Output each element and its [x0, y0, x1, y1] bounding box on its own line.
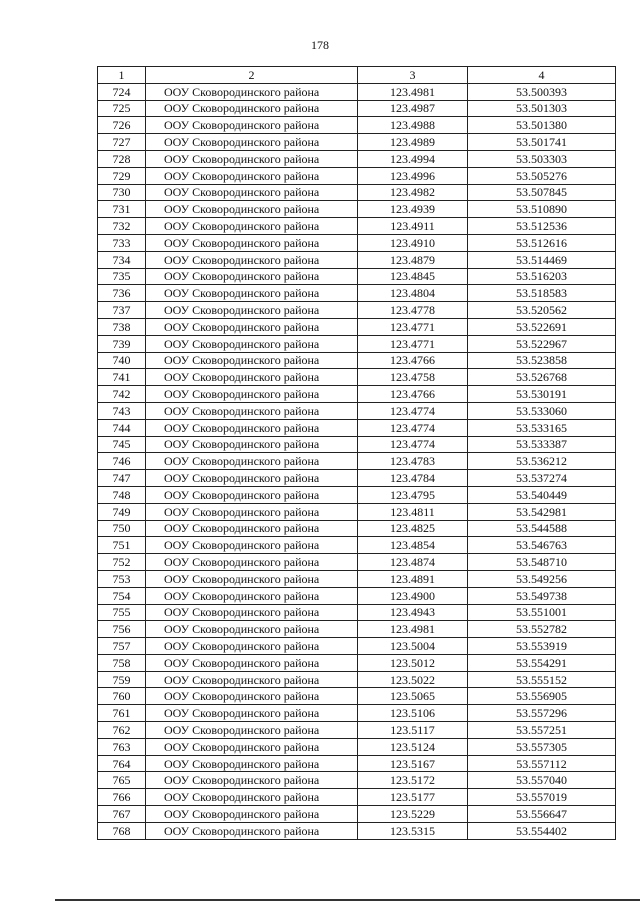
- cell-longitude: 123.4774: [358, 419, 468, 436]
- cell-name: ООУ Сковородинского района: [146, 369, 358, 386]
- cell-latitude: 53.556647: [468, 806, 616, 823]
- cell-name: ООУ Сковородинского района: [146, 621, 358, 638]
- cell-number: 756: [98, 621, 146, 638]
- cell-number: 730: [98, 184, 146, 201]
- cell-number: 758: [98, 654, 146, 671]
- table-row: [98, 100, 616, 117]
- cell-number: 761: [98, 705, 146, 722]
- cell-longitude: 123.4854: [358, 537, 468, 554]
- cell-name: ООУ Сковородинского района: [146, 722, 358, 739]
- cell-latitude: 53.503303: [468, 150, 616, 167]
- cell-longitude: 123.4774: [358, 402, 468, 419]
- cell-latitude: 53.500393: [468, 83, 616, 100]
- table-row: [98, 318, 616, 335]
- cell-longitude: 123.4874: [358, 554, 468, 571]
- cell-latitude: 53.522691: [468, 318, 616, 335]
- table-row: [98, 436, 616, 453]
- cell-latitude: 53.548710: [468, 554, 616, 571]
- table-row: [98, 722, 616, 739]
- cell-number: 741: [98, 369, 146, 386]
- cell-longitude: 123.4982: [358, 184, 468, 201]
- cell-longitude: 123.5117: [358, 722, 468, 739]
- table-row: [98, 201, 616, 218]
- cell-longitude: 123.4795: [358, 486, 468, 503]
- table-row: [98, 234, 616, 251]
- table-row: [98, 755, 616, 772]
- cell-name: ООУ Сковородинского района: [146, 705, 358, 722]
- cell-name: ООУ Сковородинского района: [146, 134, 358, 151]
- cell-name: ООУ Сковородинского района: [146, 554, 358, 571]
- cell-number: 755: [98, 604, 146, 621]
- table-row: [98, 352, 616, 369]
- cell-latitude: 53.520562: [468, 302, 616, 319]
- cell-latitude: 53.551001: [468, 604, 616, 621]
- table-row: [98, 453, 616, 470]
- cell-longitude: 123.4778: [358, 302, 468, 319]
- cell-longitude: 123.4766: [358, 386, 468, 403]
- cell-number: 732: [98, 218, 146, 235]
- cell-longitude: 123.5167: [358, 755, 468, 772]
- cell-latitude: 53.533387: [468, 436, 616, 453]
- cell-number: 749: [98, 503, 146, 520]
- cell-latitude: 53.501303: [468, 100, 616, 117]
- page-number: 178: [311, 38, 329, 52]
- cell-number: 745: [98, 436, 146, 453]
- cell-latitude: 53.542981: [468, 503, 616, 520]
- table-row: [98, 117, 616, 134]
- cell-name: ООУ Сковородинского района: [146, 335, 358, 352]
- cell-name: ООУ Сковородинского района: [146, 100, 358, 117]
- cell-longitude: 123.4758: [358, 369, 468, 386]
- cell-latitude: 53.501380: [468, 117, 616, 134]
- table-row: [98, 705, 616, 722]
- table-row: [98, 302, 616, 319]
- cell-latitude: 53.554402: [468, 822, 616, 839]
- cell-longitude: 123.4943: [358, 604, 468, 621]
- cell-latitude: 53.505276: [468, 167, 616, 184]
- cell-longitude: 123.4981: [358, 621, 468, 638]
- cell-number: 725: [98, 100, 146, 117]
- cell-longitude: 123.4911: [358, 218, 468, 235]
- table-row: [98, 503, 616, 520]
- cell-number: 750: [98, 520, 146, 537]
- cell-number: 764: [98, 755, 146, 772]
- cell-name: ООУ Сковородинского района: [146, 688, 358, 705]
- cell-longitude: 123.4988: [358, 117, 468, 134]
- cell-longitude: 123.5022: [358, 671, 468, 688]
- cell-longitude: 123.4989: [358, 134, 468, 151]
- cell-longitude: 123.4900: [358, 587, 468, 604]
- cell-latitude: 53.553919: [468, 638, 616, 655]
- cell-number: 766: [98, 789, 146, 806]
- cell-name: ООУ Сковородинского района: [146, 638, 358, 655]
- cell-latitude: 53.546763: [468, 537, 616, 554]
- table-row: [98, 285, 616, 302]
- table-row: [98, 486, 616, 503]
- cell-number: 740: [98, 352, 146, 369]
- cell-number: 735: [98, 268, 146, 285]
- cell-name: ООУ Сковородинского района: [146, 520, 358, 537]
- cell-name: ООУ Сковородинского района: [146, 419, 358, 436]
- cell-longitude: 123.4774: [358, 436, 468, 453]
- table-row: [98, 520, 616, 537]
- cell-name: ООУ Сковородинского района: [146, 570, 358, 587]
- column-header-name: 2: [146, 67, 358, 84]
- scan-edge-line: [55, 899, 640, 901]
- cell-longitude: 123.4766: [358, 352, 468, 369]
- table-row: [98, 772, 616, 789]
- cell-longitude: 123.4987: [358, 100, 468, 117]
- cell-longitude: 123.5172: [358, 772, 468, 789]
- cell-longitude: 123.4804: [358, 285, 468, 302]
- cell-latitude: 53.514469: [468, 251, 616, 268]
- cell-longitude: 123.4981: [358, 83, 468, 100]
- cell-name: ООУ Сковородинского района: [146, 755, 358, 772]
- cell-name: ООУ Сковородинского района: [146, 537, 358, 554]
- column-header-number: 1: [98, 67, 146, 84]
- table-row: [98, 638, 616, 655]
- cell-longitude: 123.5177: [358, 789, 468, 806]
- table-row: [98, 671, 616, 688]
- cell-longitude: 123.4996: [358, 167, 468, 184]
- cell-latitude: 53.522967: [468, 335, 616, 352]
- table-row: [98, 470, 616, 487]
- cell-number: 724: [98, 83, 146, 100]
- cell-number: 759: [98, 671, 146, 688]
- cell-name: ООУ Сковородинского района: [146, 117, 358, 134]
- cell-latitude: 53.557040: [468, 772, 616, 789]
- cell-longitude: 123.4939: [358, 201, 468, 218]
- cell-latitude: 53.556905: [468, 688, 616, 705]
- table-row: [98, 806, 616, 823]
- cell-name: ООУ Сковородинского района: [146, 772, 358, 789]
- cell-name: ООУ Сковородинского района: [146, 184, 358, 201]
- cell-number: 743: [98, 402, 146, 419]
- table-row: [98, 150, 616, 167]
- table-row: [98, 268, 616, 285]
- cell-number: 757: [98, 638, 146, 655]
- cell-latitude: 53.557112: [468, 755, 616, 772]
- cell-name: ООУ Сковородинского района: [146, 671, 358, 688]
- cell-longitude: 123.4771: [358, 318, 468, 335]
- cell-number: 738: [98, 318, 146, 335]
- table-row: [98, 554, 616, 571]
- cell-latitude: 53.516203: [468, 268, 616, 285]
- cell-number: 727: [98, 134, 146, 151]
- cell-latitude: 53.557296: [468, 705, 616, 722]
- cell-name: ООУ Сковородинского района: [146, 386, 358, 403]
- cell-number: 762: [98, 722, 146, 739]
- cell-longitude: 123.4784: [358, 470, 468, 487]
- table-row: [98, 184, 616, 201]
- table-row: [98, 789, 616, 806]
- cell-number: 751: [98, 537, 146, 554]
- cell-name: ООУ Сковородинского района: [146, 470, 358, 487]
- cell-name: ООУ Сковородинского района: [146, 167, 358, 184]
- table-row: [98, 402, 616, 419]
- cell-latitude: 53.557305: [468, 738, 616, 755]
- cell-latitude: 53.507845: [468, 184, 616, 201]
- cell-longitude: 123.4825: [358, 520, 468, 537]
- cell-name: ООУ Сковородинского района: [146, 822, 358, 839]
- cell-longitude: 123.4891: [358, 570, 468, 587]
- table-row: [98, 134, 616, 151]
- table-row: [98, 587, 616, 604]
- cell-name: ООУ Сковородинского района: [146, 604, 358, 621]
- cell-number: 733: [98, 234, 146, 251]
- cell-name: ООУ Сковородинского района: [146, 738, 358, 755]
- cell-name: ООУ Сковородинского района: [146, 83, 358, 100]
- table-row: [98, 604, 616, 621]
- cell-latitude: 53.554291: [468, 654, 616, 671]
- cell-name: ООУ Сковородинского района: [146, 453, 358, 470]
- column-header-latitude: 4: [468, 67, 616, 84]
- table-row: [98, 688, 616, 705]
- table-row: [98, 386, 616, 403]
- table-row: [98, 218, 616, 235]
- cell-name: ООУ Сковородинского района: [146, 150, 358, 167]
- cell-name: ООУ Сковородинского района: [146, 806, 358, 823]
- cell-number: 768: [98, 822, 146, 839]
- cell-name: ООУ Сковородинского района: [146, 587, 358, 604]
- cell-latitude: 53.501741: [468, 134, 616, 151]
- cell-number: 734: [98, 251, 146, 268]
- cell-number: 753: [98, 570, 146, 587]
- cell-latitude: 53.510890: [468, 201, 616, 218]
- table-row: [98, 335, 616, 352]
- cell-latitude: 53.544588: [468, 520, 616, 537]
- cell-number: 746: [98, 453, 146, 470]
- cell-longitude: 123.5106: [358, 705, 468, 722]
- cell-longitude: 123.4783: [358, 453, 468, 470]
- cell-name: ООУ Сковородинского района: [146, 486, 358, 503]
- table-row: [98, 537, 616, 554]
- cell-longitude: 123.4811: [358, 503, 468, 520]
- cell-number: 760: [98, 688, 146, 705]
- cell-number: 736: [98, 285, 146, 302]
- cell-number: 729: [98, 167, 146, 184]
- table-row: [98, 83, 616, 100]
- table-row: [98, 251, 616, 268]
- cell-name: ООУ Сковородинского района: [146, 654, 358, 671]
- cell-name: ООУ Сковородинского района: [146, 352, 358, 369]
- cell-number: 763: [98, 738, 146, 755]
- cell-latitude: 53.549256: [468, 570, 616, 587]
- cell-latitude: 53.523858: [468, 352, 616, 369]
- cell-number: 765: [98, 772, 146, 789]
- cell-name: ООУ Сковородинского района: [146, 285, 358, 302]
- cell-name: ООУ Сковородинского района: [146, 251, 358, 268]
- cell-number: 731: [98, 201, 146, 218]
- cell-number: 744: [98, 419, 146, 436]
- table-body: [98, 83, 616, 839]
- cell-latitude: 53.512616: [468, 234, 616, 251]
- table-row: [98, 822, 616, 839]
- cell-latitude: 53.552782: [468, 621, 616, 638]
- cell-name: ООУ Сковородинского района: [146, 302, 358, 319]
- cell-number: 752: [98, 554, 146, 571]
- cell-longitude: 123.5315: [358, 822, 468, 839]
- cell-name: ООУ Сковородинского района: [146, 503, 358, 520]
- coordinates-table: [97, 66, 616, 840]
- table-row: [98, 738, 616, 755]
- cell-number: 742: [98, 386, 146, 403]
- cell-longitude: 123.4879: [358, 251, 468, 268]
- table-row: [98, 621, 616, 638]
- table-row: [98, 654, 616, 671]
- cell-longitude: 123.4910: [358, 234, 468, 251]
- cell-number: 748: [98, 486, 146, 503]
- cell-latitude: 53.530191: [468, 386, 616, 403]
- cell-latitude: 53.518583: [468, 285, 616, 302]
- cell-latitude: 53.537274: [468, 470, 616, 487]
- cell-name: ООУ Сковородинского района: [146, 402, 358, 419]
- cell-number: 737: [98, 302, 146, 319]
- cell-longitude: 123.4771: [358, 335, 468, 352]
- cell-latitude: 53.512536: [468, 218, 616, 235]
- cell-longitude: 123.5065: [358, 688, 468, 705]
- cell-latitude: 53.526768: [468, 369, 616, 386]
- cell-longitude: 123.4845: [358, 268, 468, 285]
- cell-longitude: 123.5124: [358, 738, 468, 755]
- cell-name: ООУ Сковородинского района: [146, 201, 358, 218]
- cell-latitude: 53.557019: [468, 789, 616, 806]
- cell-longitude: 123.4994: [358, 150, 468, 167]
- cell-latitude: 53.555152: [468, 671, 616, 688]
- cell-latitude: 53.549738: [468, 587, 616, 604]
- cell-number: 754: [98, 587, 146, 604]
- cell-number: 726: [98, 117, 146, 134]
- cell-number: 747: [98, 470, 146, 487]
- cell-longitude: 123.5229: [358, 806, 468, 823]
- cell-latitude: 53.533165: [468, 419, 616, 436]
- cell-name: ООУ Сковородинского района: [146, 234, 358, 251]
- cell-number: 728: [98, 150, 146, 167]
- cell-number: 739: [98, 335, 146, 352]
- cell-name: ООУ Сковородинского района: [146, 318, 358, 335]
- table-row: [98, 369, 616, 386]
- cell-longitude: 123.5012: [358, 654, 468, 671]
- table-row: [98, 570, 616, 587]
- cell-latitude: 53.533060: [468, 402, 616, 419]
- column-header-longitude: 3: [358, 67, 468, 84]
- cell-latitude: 53.557251: [468, 722, 616, 739]
- cell-number: 767: [98, 806, 146, 823]
- cell-name: ООУ Сковородинского района: [146, 436, 358, 453]
- cell-name: ООУ Сковородинского района: [146, 268, 358, 285]
- cell-name: ООУ Сковородинского района: [146, 218, 358, 235]
- cell-latitude: 53.540449: [468, 486, 616, 503]
- table-row: [98, 419, 616, 436]
- table-header-row: [98, 67, 616, 84]
- cell-latitude: 53.536212: [468, 453, 616, 470]
- table-row: [98, 167, 616, 184]
- cell-longitude: 123.5004: [358, 638, 468, 655]
- cell-name: ООУ Сковородинского района: [146, 789, 358, 806]
